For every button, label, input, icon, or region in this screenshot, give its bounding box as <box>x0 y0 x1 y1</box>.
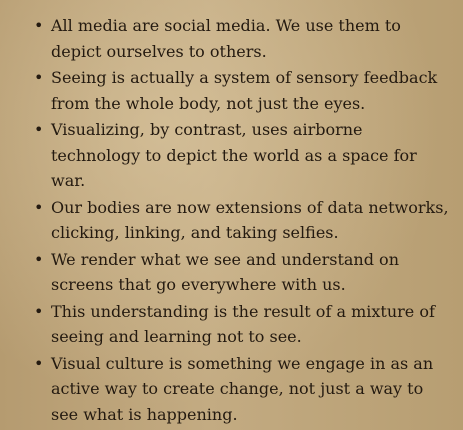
bullet-text: Visual culture is something we engage in as an active way to create change, not just a way to see what is happening. <box>51 353 434 424</box>
bullet-dot-icon: • <box>34 197 44 217</box>
bullet-dot-icon: • <box>34 16 44 35</box>
list-item <box>30 65 453 116</box>
bullet-text: Seeing is actually a system of sensory feedback from the whole body, not just the eyes. <box>51 68 438 113</box>
list-item <box>30 195 453 246</box>
list-item <box>30 247 453 298</box>
list-item <box>30 117 453 194</box>
bullet-dot-icon: • <box>34 68 44 87</box>
bullet-list <box>30 13 453 427</box>
bullet-dot-icon: • <box>34 353 44 373</box>
list-item <box>30 299 453 350</box>
bullet-text: This understanding is the result of a mixture of seeing and learning not to see. <box>51 301 435 346</box>
list-item <box>30 13 453 64</box>
bullet-text: All media are social media. We use them to depict ourselves to others. <box>51 16 401 61</box>
bullet-text: Our bodies are now extensions of data networks, clicking, linking, and taking selfies. <box>51 197 449 242</box>
bullet-text: We render what we see and understand on screens that go everywhere with us. <box>51 249 399 294</box>
bullet-dot-icon: • <box>34 301 44 321</box>
list-item <box>30 351 453 428</box>
bullet-dot-icon: • <box>34 249 44 269</box>
bullet-dot-icon: • <box>34 120 44 139</box>
bullet-text: Visualizing, by contrast, uses airborne technology to depict the world as a space for war. <box>51 120 417 190</box>
